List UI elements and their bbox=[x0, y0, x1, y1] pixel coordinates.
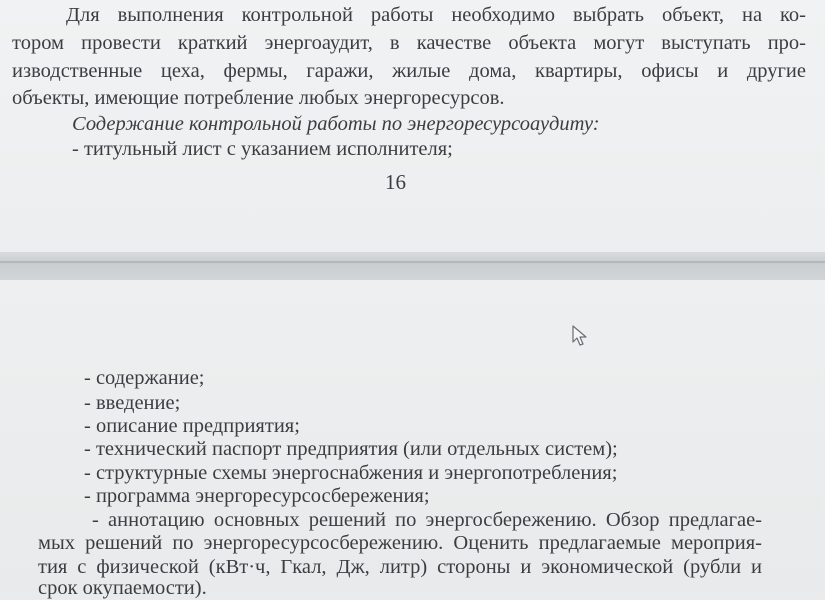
list-item: - структурные схемы энергоснабжения и энергопотребления; bbox=[84, 462, 618, 484]
annotation-line: срок окупаемости). bbox=[38, 577, 207, 599]
annotation-line: тия с физической (кВт·ч, Гкал, Дж, литр) стороны и экономической (рубли и bbox=[38, 556, 762, 578]
contents-heading: Содержание контрольной работы по энергоресурсоаудиту: bbox=[72, 113, 600, 135]
annotation-line: мых решений по энергоресурсосбережению. Оценить предлагаемые мероприя- bbox=[38, 532, 762, 554]
mouse-pointer-icon bbox=[571, 325, 589, 347]
paragraph-line: тором провести краткий энергоаудит, в качестве объекта могут выступать про- bbox=[12, 32, 806, 54]
list-item: - титульный лист с указанием исполнителя; bbox=[72, 138, 453, 160]
paragraph-line: изводственные цеха, фермы, гаражи, жилые дома, квартиры, офисы и другие bbox=[12, 60, 806, 82]
page-number: 16 bbox=[385, 170, 406, 194]
page-separator bbox=[0, 252, 825, 280]
list-item: - программа энергоресурсосбережения; bbox=[84, 485, 430, 507]
paragraph-line: Для выполнения контрольной работы необходимо выбрать объект, на ко- bbox=[66, 4, 806, 26]
list-item: - содержание; bbox=[84, 367, 205, 389]
list-item: - описание предприятия; bbox=[84, 415, 300, 437]
list-item: - введение; bbox=[84, 392, 181, 414]
paragraph-line: объекты, имеющие потребление любых энергоресурсов. bbox=[12, 87, 505, 109]
annotation-line: - аннотацию основных решений по энергосбережению. Обзор предлагае- bbox=[92, 509, 762, 531]
list-item: - технический паспорт предприятия (или отдельных систем); bbox=[84, 438, 618, 460]
